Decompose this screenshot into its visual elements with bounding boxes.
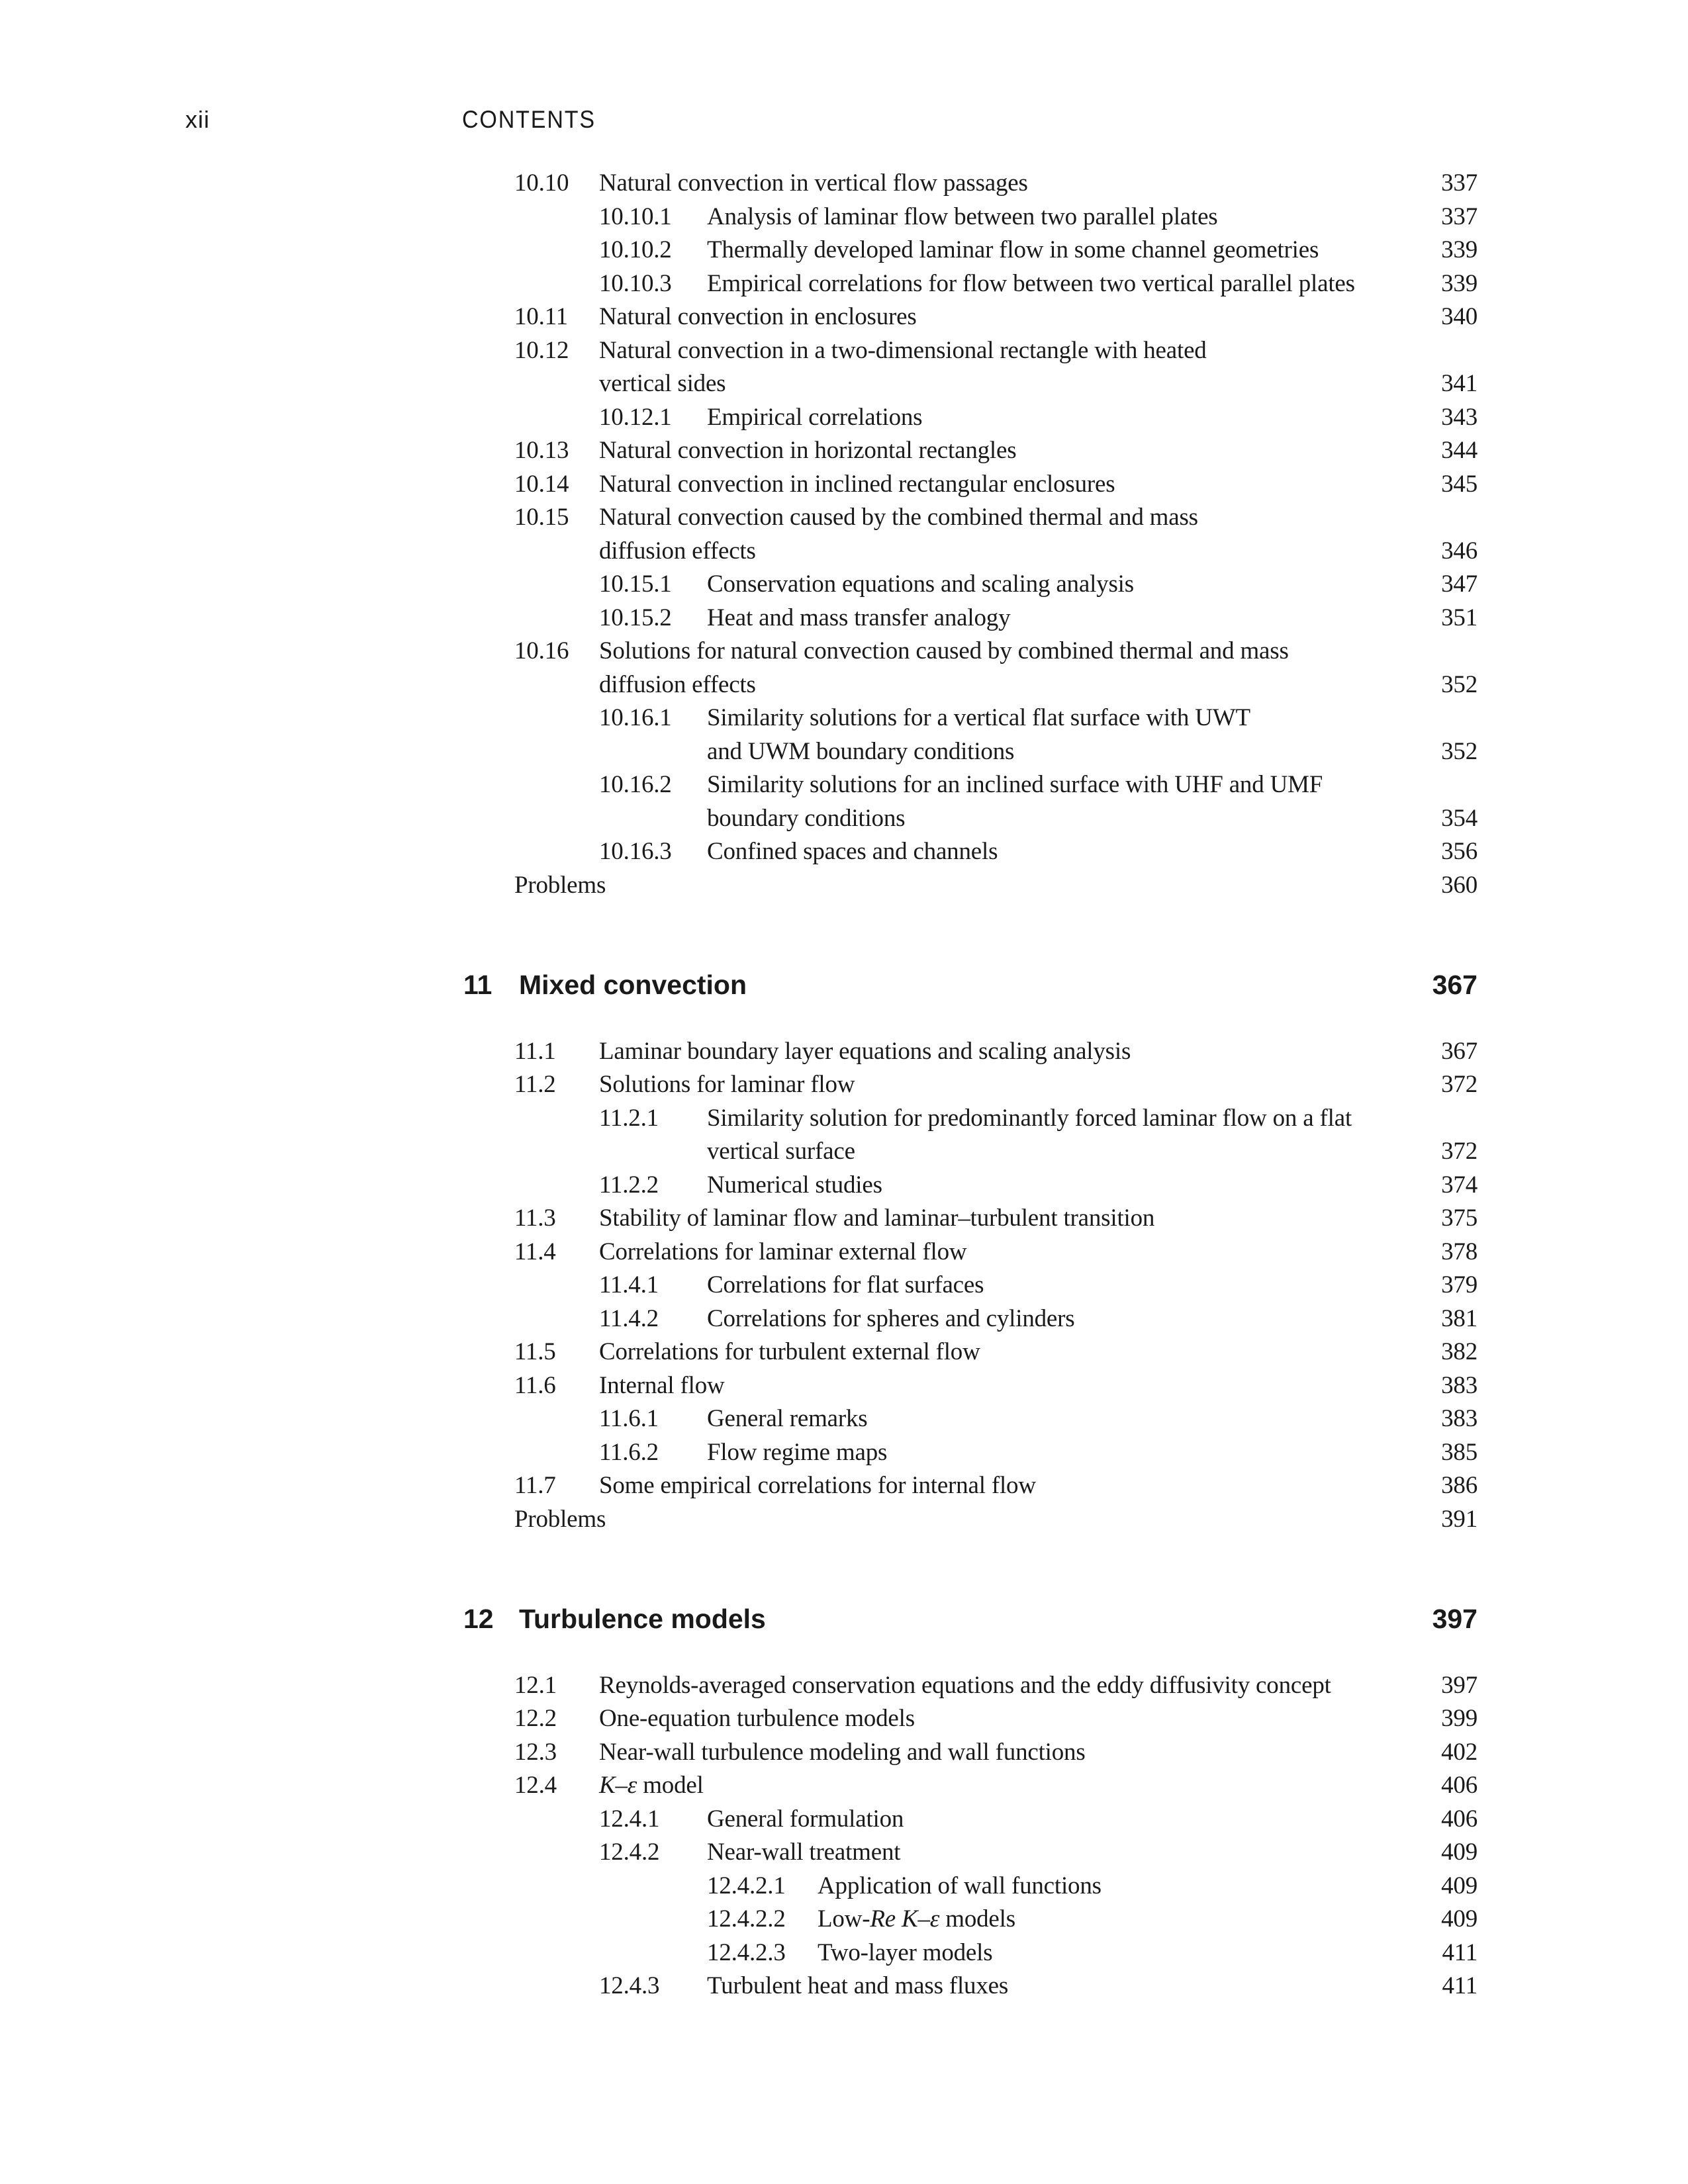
toc-entry-number: 10.16.2 bbox=[599, 771, 672, 798]
toc-page-number: 411 bbox=[1442, 1938, 1477, 1966]
toc-page-number: 406 bbox=[1441, 1805, 1477, 1833]
toc-entry-row bbox=[0, 234, 1477, 267]
toc-entry-row bbox=[0, 434, 1477, 468]
toc-page-number: 383 bbox=[1441, 1371, 1477, 1399]
toc-entry-title: Numerical studies bbox=[707, 1171, 882, 1199]
toc-entry-row bbox=[0, 501, 1477, 535]
toc-entry-row bbox=[0, 1068, 1477, 1102]
toc-entry-number: 10.11 bbox=[514, 303, 568, 330]
toc-page-number: 381 bbox=[1441, 1304, 1477, 1332]
toc-entry-row bbox=[0, 1336, 1477, 1369]
toc-entry-row bbox=[0, 1870, 1477, 1903]
toc-entry-row bbox=[0, 1669, 1477, 1703]
toc-entry-number: 10.14 bbox=[514, 470, 569, 498]
toc-entry-row bbox=[0, 735, 1477, 769]
toc-chapter-row bbox=[0, 1602, 1477, 1636]
toc-page-number: 397 bbox=[1432, 1604, 1477, 1634]
toc-entry-row bbox=[0, 334, 1477, 368]
toc-page-number: 339 bbox=[1441, 269, 1477, 297]
toc-page-number: 402 bbox=[1441, 1738, 1477, 1766]
folio-page-number: xii bbox=[185, 106, 210, 133]
toc-entry-row bbox=[0, 1269, 1477, 1302]
toc-entry-title: vertical surface bbox=[707, 1138, 855, 1165]
toc-entry-row bbox=[0, 1736, 1477, 1770]
toc-entry-row bbox=[0, 1135, 1477, 1169]
toc-entry-number: 11.1 bbox=[514, 1037, 556, 1065]
toc-page-number: 341 bbox=[1441, 370, 1477, 397]
toc-page-number: 360 bbox=[1441, 871, 1477, 899]
toc-page-number: 354 bbox=[1441, 804, 1477, 832]
toc-entry-number: 10.10.2 bbox=[599, 236, 672, 263]
toc-page-number: 352 bbox=[1441, 737, 1477, 765]
toc-entry-row bbox=[0, 401, 1477, 435]
toc-rows bbox=[0, 167, 1477, 2003]
toc-entry-row bbox=[0, 267, 1477, 301]
toc-entry-title: Correlations for flat surfaces bbox=[707, 1271, 984, 1298]
toc-entry-title: Natural convection in horizontal rectangles bbox=[599, 437, 1017, 464]
toc-entry-title: Similarity solution for predominantly forced laminar flow on a flat bbox=[707, 1104, 1352, 1132]
toc-entry-title: General formulation bbox=[707, 1805, 904, 1833]
toc-page-number: 372 bbox=[1441, 1071, 1477, 1098]
chapter-number: 12 bbox=[463, 1604, 494, 1634]
toc-entry-title: Application of wall functions bbox=[818, 1872, 1102, 1899]
toc-entry-row bbox=[0, 802, 1477, 836]
toc-entry-title: Near-wall turbulence modeling and wall functions bbox=[599, 1738, 1086, 1766]
toc-page-number: 337 bbox=[1441, 203, 1477, 230]
toc-entry-number: 10.10 bbox=[514, 169, 569, 197]
toc-entry-row bbox=[0, 1035, 1477, 1069]
toc-entry-number: 10.15.2 bbox=[599, 604, 672, 631]
toc-entry-number: 11.3 bbox=[514, 1205, 556, 1232]
toc-entry-number: 10.15.1 bbox=[599, 570, 672, 598]
toc-entry-title: Thermally developed laminar flow in some channel geometries bbox=[707, 236, 1319, 263]
toc-entry-title: Natural convection in vertical flow passages bbox=[599, 169, 1028, 197]
toc-page-number: 372 bbox=[1441, 1138, 1477, 1165]
toc-entry-row bbox=[0, 367, 1477, 401]
toc-entry-title: Near-wall treatment bbox=[707, 1839, 901, 1866]
toc-page-number: 374 bbox=[1441, 1171, 1477, 1199]
toc-page-number: 356 bbox=[1441, 838, 1477, 865]
toc-page-number: 391 bbox=[1441, 1505, 1477, 1533]
toc-entry-row bbox=[0, 1702, 1477, 1736]
toc-entry-row bbox=[0, 300, 1477, 334]
toc-entry-row bbox=[0, 201, 1477, 234]
toc-entry-number: 11.4.2 bbox=[599, 1304, 659, 1332]
toc-entry-number: 12.4.2 bbox=[599, 1839, 660, 1866]
toc-entry-title: Empirical correlations for flow between two vertical parallel plates bbox=[707, 269, 1355, 297]
toc-entry-number: 10.15 bbox=[514, 504, 569, 531]
toc-page-number: 367 bbox=[1432, 970, 1477, 1000]
toc-entry-title: Solutions for laminar flow bbox=[599, 1071, 855, 1098]
toc-entry-number: 12.4.2.2 bbox=[707, 1905, 786, 1933]
toc-entry-number: 11.6.2 bbox=[599, 1438, 659, 1466]
toc-entry-row bbox=[0, 1102, 1477, 1136]
toc-page-number: 399 bbox=[1441, 1705, 1477, 1732]
toc-entry-number: 10.12.1 bbox=[599, 403, 672, 431]
title-segment: model bbox=[637, 1772, 704, 1799]
toc-entry-title: Problems bbox=[514, 871, 606, 899]
toc-page-number: 345 bbox=[1441, 470, 1477, 498]
toc-entry-title: Confined spaces and channels bbox=[707, 838, 998, 865]
toc-entry-number: 11.2 bbox=[514, 1071, 556, 1098]
toc-entry-title: Problems bbox=[514, 1505, 606, 1533]
title-italic-segment: K–ε bbox=[599, 1772, 637, 1799]
toc-entry-title: Reynolds-averaged conservation equations and the eddy diffusivity concept bbox=[599, 1671, 1331, 1699]
title-segment: Low- bbox=[818, 1905, 870, 1933]
toc-entry-row bbox=[0, 1970, 1477, 2003]
toc-entry-row bbox=[0, 835, 1477, 869]
toc-entry-number: 11.7 bbox=[514, 1472, 556, 1499]
toc-entry-row bbox=[0, 1936, 1477, 1970]
toc-entry-number: 12.2 bbox=[514, 1705, 557, 1732]
toc-chapter-row bbox=[0, 968, 1477, 1002]
toc-page-number: 343 bbox=[1441, 403, 1477, 431]
toc-page-number: 379 bbox=[1441, 1271, 1477, 1298]
toc-entry-row bbox=[0, 869, 1477, 903]
toc-entry-row bbox=[0, 768, 1477, 802]
toc-entry-number: 11.2.2 bbox=[599, 1171, 659, 1199]
toc-entry-title: Correlations for spheres and cylinders bbox=[707, 1304, 1075, 1332]
toc-entry-number: 11.6.1 bbox=[599, 1405, 659, 1432]
toc-entry-number: 10.10.3 bbox=[599, 269, 672, 297]
toc-page-number: 411 bbox=[1442, 1972, 1477, 1999]
toc-entry-title: Natural convection caused by the combined thermal and mass bbox=[599, 504, 1198, 531]
toc-entry-row bbox=[0, 602, 1477, 635]
toc-entry-row bbox=[0, 668, 1477, 702]
toc-entry-title: Turbulent heat and mass fluxes bbox=[707, 1972, 1009, 1999]
toc-entry-title: Similarity solutions for a vertical flat surface with UWT bbox=[707, 704, 1250, 731]
toc-entry-number: 11.4 bbox=[514, 1238, 556, 1265]
toc-page-number: 383 bbox=[1441, 1405, 1477, 1432]
toc-page-number: 386 bbox=[1441, 1472, 1477, 1499]
toc-entry-title: General remarks bbox=[707, 1405, 868, 1432]
toc-entry-number: 10.16 bbox=[514, 637, 569, 664]
toc-entry-title: Analysis of laminar flow between two parallel plates bbox=[707, 203, 1218, 230]
toc-page-number: 382 bbox=[1441, 1338, 1477, 1365]
toc-entry-title: and UWM boundary conditions bbox=[707, 737, 1015, 765]
toc-entry-title bbox=[599, 1769, 704, 1803]
toc-page-number: 337 bbox=[1441, 169, 1477, 197]
toc-page-number: 375 bbox=[1441, 1205, 1477, 1232]
toc-entry-number: 11.5 bbox=[514, 1338, 556, 1365]
toc-entry-number: 12.4.2.1 bbox=[707, 1872, 786, 1899]
toc-page-number: 409 bbox=[1441, 1905, 1477, 1933]
toc-entry-number: 10.12 bbox=[514, 336, 569, 364]
toc-entry-number: 11.4.1 bbox=[599, 1271, 659, 1298]
toc-entry-row bbox=[0, 1503, 1477, 1537]
toc-entry-row bbox=[0, 1469, 1477, 1503]
toc-entry-title: boundary conditions bbox=[707, 804, 906, 832]
toc-page-number: 367 bbox=[1441, 1037, 1477, 1065]
toc-entry-title: Conservation equations and scaling analysis bbox=[707, 570, 1134, 598]
running-head bbox=[0, 106, 1688, 139]
toc-entry-number: 12.3 bbox=[514, 1738, 557, 1766]
toc-entry-number: 10.16.1 bbox=[599, 704, 672, 731]
toc-entry-row bbox=[0, 1236, 1477, 1269]
toc-page-number: 346 bbox=[1441, 537, 1477, 565]
toc-entry-number: 12.4.3 bbox=[599, 1972, 660, 1999]
toc-entry-number: 10.10.1 bbox=[599, 203, 672, 230]
toc-entry-title: Correlations for turbulent external flow bbox=[599, 1338, 980, 1365]
toc-page-number: 340 bbox=[1441, 303, 1477, 330]
toc-entry-row bbox=[0, 1903, 1477, 1936]
toc-entry-title: Two-layer models bbox=[818, 1938, 993, 1966]
toc-entry-row bbox=[0, 635, 1477, 668]
toc-page-number: 339 bbox=[1441, 236, 1477, 263]
toc-entry-title: Internal flow bbox=[599, 1371, 725, 1399]
title-italic-segment: Re K–ε bbox=[870, 1905, 940, 1933]
toc-entry-title: vertical sides bbox=[599, 370, 726, 397]
toc-entry-title: Flow regime maps bbox=[707, 1438, 888, 1466]
toc-entry-title: Natural convection in enclosures bbox=[599, 303, 917, 330]
chapter-title: Mixed convection bbox=[519, 970, 747, 1000]
toc-entry-number: 12.1 bbox=[514, 1671, 557, 1699]
toc-page-number: 378 bbox=[1441, 1238, 1477, 1265]
toc-entry-row bbox=[0, 1769, 1477, 1803]
toc-page-number: 385 bbox=[1441, 1438, 1477, 1466]
toc-entry-title: Solutions for natural convection caused by combined thermal and mass bbox=[599, 637, 1289, 664]
toc-entry-row bbox=[0, 702, 1477, 735]
toc-entry-row bbox=[0, 1836, 1477, 1870]
toc-entry-title: Empirical correlations bbox=[707, 403, 923, 431]
toc-entry-row bbox=[0, 1169, 1477, 1203]
toc-entry-title: Heat and mass transfer analogy bbox=[707, 604, 1011, 631]
toc-entry-row bbox=[0, 1369, 1477, 1403]
toc-entry-row bbox=[0, 1436, 1477, 1470]
toc-entry-number: 12.4.2.3 bbox=[707, 1938, 786, 1966]
running-head-title: CONTENTS bbox=[462, 106, 596, 133]
toc-entry-title: Stability of laminar flow and laminar–turbulent transition bbox=[599, 1205, 1155, 1232]
toc-entry-title: Similarity solutions for an inclined surface with UHF and UMF bbox=[707, 771, 1323, 798]
toc-entry-row bbox=[0, 1302, 1477, 1336]
toc-entry-title: Natural convection in a two-dimensional rectangle with heated bbox=[599, 336, 1207, 364]
toc-entry-title: Some empirical correlations for internal flow bbox=[599, 1472, 1036, 1499]
toc-page-number: 409 bbox=[1441, 1839, 1477, 1866]
toc-entry-row bbox=[0, 1803, 1477, 1837]
toc-entry-title: Laminar boundary layer equations and scaling analysis bbox=[599, 1037, 1131, 1065]
toc-entry-number: 10.16.3 bbox=[599, 838, 672, 865]
toc-entry-row bbox=[0, 568, 1477, 602]
toc-entry-row bbox=[0, 167, 1477, 201]
toc-entry-title: diffusion effects bbox=[599, 537, 756, 565]
toc-entry-title: Natural convection in inclined rectangular enclosures bbox=[599, 470, 1115, 498]
toc-entry-number: 11.2.1 bbox=[599, 1104, 659, 1132]
chapter-number: 11 bbox=[463, 970, 492, 1000]
toc-entry-title: Correlations for laminar external flow bbox=[599, 1238, 967, 1265]
chapter-title: Turbulence models bbox=[519, 1604, 766, 1634]
toc-entry-number: 10.13 bbox=[514, 437, 569, 464]
toc-entry-row bbox=[0, 535, 1477, 569]
toc-page-number: 347 bbox=[1441, 570, 1477, 598]
toc-entry-number: 11.6 bbox=[514, 1371, 556, 1399]
toc-entry-row bbox=[0, 1402, 1477, 1436]
toc-page-number: 406 bbox=[1441, 1772, 1477, 1799]
toc-page-number: 352 bbox=[1441, 670, 1477, 698]
toc-page-number: 397 bbox=[1441, 1671, 1477, 1699]
toc-entry-number: 12.4.1 bbox=[599, 1805, 660, 1833]
toc-page-number: 344 bbox=[1441, 437, 1477, 464]
toc-entry-number: 12.4 bbox=[514, 1772, 557, 1799]
title-segment: models bbox=[939, 1905, 1015, 1933]
toc-entry-title: diffusion effects bbox=[599, 670, 756, 698]
toc-entry-title: One-equation turbulence models bbox=[599, 1705, 915, 1732]
toc-page-number: 409 bbox=[1441, 1872, 1477, 1899]
toc-entry-title bbox=[818, 1903, 1015, 1936]
toc-page-number: 351 bbox=[1441, 604, 1477, 631]
toc-entry-row bbox=[0, 468, 1477, 502]
toc-entry-row bbox=[0, 1202, 1477, 1236]
